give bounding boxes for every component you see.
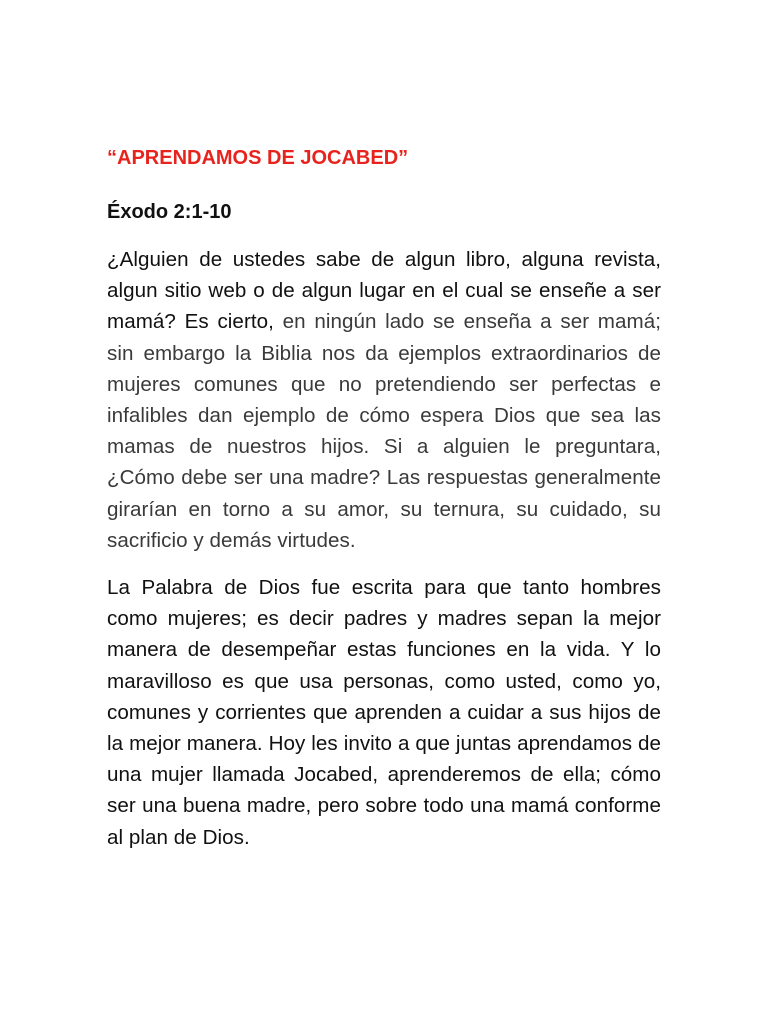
paragraph-2: La Palabra de Dios fue escrita para que tanto hombres como mujeres; es decir padres y madres sepan la mejor manera de desempeñar estas funciones en la vida. Y lo maravilloso es que usa personas, como usted, como yo, comunes y corrientes que aprenden a cuidar a sus hijos de la mejor manera. Hoy les invito a que juntas aprendamos de una mujer llamada Jocabed, aprenderemos de ella; cómo ser una buena madre, pero sobre todo una mamá conforme al plan de Dios. xyxy=(107,576,661,849)
paragraph-1-part-1: ¿Alguien de ustedes sabe de algun libro, alguna revista, algun sitio web o de algun lugar en el cual se enseñe a ser mamá? Es cierto, xyxy=(107,248,661,334)
paragraph-1 xyxy=(107,244,661,556)
document-title: “APRENDAMOS DE JOCABED” xyxy=(107,147,409,169)
paragraph-1-part-2: en ningún lado se enseña a ser mamá; sin embargo la Biblia nos da ejemplos extraordinarios de mujeres comunes que no pretendiendo ser perfectas e infalibles dan ejemplo de cómo espera Dios que sea las mamas de nuestros hijos. Si a alguien le preguntara, ¿Cómo debe ser una madre? Las respuestas generalmente girarían en torno a su amor, su ternura, su cuidado, su sacrificio y demás virtudes. xyxy=(107,310,661,552)
document-page xyxy=(107,142,661,853)
scripture-reference: Éxodo 2:1-10 xyxy=(107,201,232,223)
